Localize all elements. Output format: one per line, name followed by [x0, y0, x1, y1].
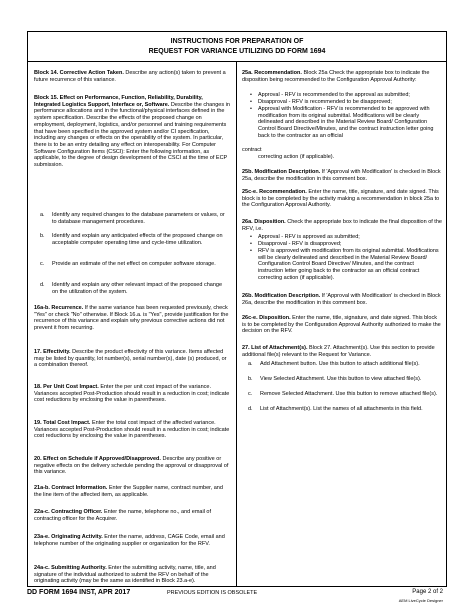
bullet-icon: • — [250, 106, 252, 112]
form-identifier: DD FORM 1694 INST, APR 2017 — [27, 589, 131, 596]
block-25a-tail-1: contract — [242, 147, 262, 153]
block-25b-heading: 25b. Modification Description. — [242, 169, 321, 175]
block-27-text: Block 27. Attachment(s). Use this section to provide additional file(s) relevant to the Request for Variance. — [242, 345, 435, 358]
block-14-paragraph — [34, 70, 230, 83]
block-20-paragraph — [34, 456, 230, 476]
title-block — [27, 31, 447, 61]
block-26ce-paragraph — [242, 315, 442, 335]
block-25b-text: If 'Approval with Modification' is checked in Block 25a, describe the modification in this comment box. — [242, 169, 441, 182]
block-26a-text: Check the appropriate box to indicate the final disposition of the RFV, i.e. — [242, 219, 442, 232]
block-23-heading: 23a-e. Originating Activity. — [34, 534, 103, 540]
block-24-text: Enter the submitting activity, name, title, and signature of the individual authorized to submit the RFV on behalf of the originating activity (may be the same as identified in Block 23.a-e). — [34, 565, 216, 585]
block-25a-heading: 25a. Recommendation. — [242, 70, 302, 76]
block-18-heading: 18. Per Unit Cost Impact. — [34, 384, 99, 390]
block-21-paragraph — [34, 485, 230, 498]
block-18-text: Enter the per unit cost impact of the variance. Variances accepted Post-Production should result in a reduction in cost; indicate cost reductions by enclosing the value in parentheses. — [34, 384, 230, 404]
list-item-marker: a. — [40, 212, 45, 218]
block-16-heading: 16a-b. Recurrence. — [34, 305, 84, 311]
block-25a-text: Block 25a Check the appropriate box to indicate the disposition being recommended to the Configuration Approval Authority: — [242, 70, 430, 83]
block-15-heading: Block 15. Effect on Performance, Function, Reliability, Durability, Integrated Logistics Support, Interface or, Software. — [34, 95, 203, 108]
block-17-heading: 17. Effectivity. — [34, 349, 71, 355]
list-item-text: Approval - RFV is recommended to the approval as submitted; — [258, 92, 410, 98]
title-line-2: REQUEST FOR VARIANCE UTILIZING DD FORM 1694 — [148, 48, 326, 55]
page-footer — [27, 589, 447, 607]
bullet-icon: • — [250, 241, 252, 247]
list-item-text: Identify any required changes to the database parameters or values, or to database management procedures. — [52, 212, 225, 225]
block-26ce-text: Enter the name, title, signature, and date signed. This block is to be completed by the Configuration Approval Authority authorized to make the decision on the RFV. — [242, 315, 441, 335]
block-27-heading: 27. List of Attachment(s). — [242, 345, 308, 351]
list-item-text: Provide an estimate of the net effect on computer software storage. — [52, 261, 216, 267]
list-item-text: Add Attachment button. Use this button to attach additional file(s). — [260, 361, 420, 367]
column-divider — [236, 62, 237, 586]
designer-credit: AEM LiveCycle Designer — [398, 598, 443, 603]
block-19-heading: 19. Total Cost Impact. — [34, 420, 91, 426]
list-item-text: Identify and explain any other relevant impact of the proposed change on the utilization of the system. — [52, 282, 223, 295]
page-number: Page 2 of 2 — [412, 589, 443, 595]
obsolete-notice: PREVIOUS EDITION IS OBSOLETE — [167, 590, 258, 596]
block-24-heading: 24a-c. Submitting Authority. — [34, 565, 107, 571]
block-23-paragraph — [34, 534, 230, 547]
list-item-text: Identify and explain any anticipated effects of the proposed change on acceptable computer operating time and cycle-time utilization. — [52, 233, 223, 246]
block-16-paragraph — [34, 305, 230, 332]
list-item-marker: a. — [248, 361, 253, 367]
block-26b-text: If 'Approval with Modification' is checked in Block 26a, describe the modification in this comment box. — [242, 293, 441, 306]
list-item-marker: d. — [40, 282, 45, 288]
instructions-body — [27, 61, 447, 587]
block-17-text: Describe the product effectivity of this variance. Items affected may be listed by quantity, lot number(s), serial number(s), date (s) produced, or a combination thereof. — [34, 349, 227, 369]
bullet-icon: • — [250, 99, 252, 105]
block-15-paragraph — [34, 95, 230, 169]
bullet-icon: • — [250, 248, 252, 254]
list-item-marker: b. — [40, 233, 45, 239]
list-item-text: Remove Selected Attachment. Use this button to remove attached file(s). — [260, 391, 438, 397]
block-17-paragraph — [34, 349, 230, 369]
block-25ce-heading: 25c-e. Recommendation. — [242, 189, 307, 195]
block-27-paragraph — [242, 345, 442, 358]
list-item-text: RFV is approved with modification from its original submittal. Modifications will be clearly delineated and described in the Material Review Board/ Configuration Control Board Directive/ Minutes, and the contract instruction letter going back to the contractor as an official contract correcting action (if applicable). — [258, 248, 439, 281]
block-26a-heading: 26a. Disposition. — [242, 219, 286, 225]
block-15-text: Describe the changes in performance allocations and in the functional/physical interfaces defined in the system specification. Describe the effects of the proposed change on employment, deployment, logistics, and/or personnel and training requirements that have been specified in the approved system and/or CI specification, including any changes or effects on the operability of the system. In particular, there is to be an entry detailing any effect on interoperability. For Computer Software Configuration Items (CSCI): Enter the following information, as applicable, to the degree of design development of the CSCI at the time of ECP submission. — [34, 101, 230, 169]
list-item-text: Approval - RFV is approved as submitted; — [258, 234, 360, 240]
block-22-text: Enter the name, telephone no., and email of contracting officer for the Acquirer. — [34, 509, 212, 522]
block-18-paragraph — [34, 384, 230, 404]
block-26ce-heading: 26c-e. Disposition. — [242, 315, 291, 321]
title-line-1: INSTRUCTIONS FOR PREPARATION OF — [170, 38, 304, 45]
list-item-marker: d. — [248, 406, 253, 412]
block-22-heading: 22a-c. Contracting Officer. — [34, 509, 103, 515]
list-item-text: Disapproval - RFV is disapproved; — [258, 241, 342, 247]
list-item-text: View Selected Attachment. Use this button to view attached file(s). — [260, 376, 422, 382]
list-item-text: Disapproval - RFV is recommended to be disapproved; — [258, 99, 392, 105]
bullet-icon: • — [250, 92, 252, 98]
block-21-text: Enter the Supplier name, contract number, and the line item of the affected item, as applicable. — [34, 485, 223, 498]
list-item-marker: c. — [248, 391, 253, 397]
block-25ce-text: Enter the name, title, signature, and date signed. This block is to be completed by the activity making a recommendation in block 25a to the Configuration Approval Authority. — [242, 189, 440, 209]
block-26b-heading: 26b. Modification Description. — [242, 293, 321, 299]
bullet-icon: • — [250, 234, 252, 240]
block-20-heading: 20. Effect on Schedule if Approved/Disapproved. — [34, 456, 161, 462]
block-14-heading: Block 14. Corrective Action Taken. — [34, 70, 124, 76]
block-25a-paragraph — [242, 70, 442, 83]
block-22-paragraph — [34, 509, 230, 522]
block-24-paragraph — [34, 565, 230, 585]
block-20-text: Describe any positive or negative effects on the delivery schedule pending the approval or disapproval of this variance. — [34, 456, 229, 476]
block-25a-tail-2: correcting action (if applicable). — [258, 154, 335, 160]
block-23-text: Enter the name, address, CAGE Code, email and telephone number of the originating supplier or organization for the RFV. — [34, 534, 225, 547]
block-21-heading: 21a-b. Contract Information. — [34, 485, 108, 491]
block-26b-paragraph — [242, 293, 442, 306]
block-26a-paragraph — [242, 219, 442, 232]
list-item-text: List of Attachment(s). List the names of all attachments in this field. — [260, 406, 423, 412]
list-item-text: Approval with Modification - RFV is recommended to be approved with modification from its original submittal. Modifications will be clearly delineated and described in the Material Review Board/ Configuration Control Board Directive/Minutes, and the contract instruction letter going back to the contractor as an official — [258, 106, 434, 139]
block-25ce-paragraph — [242, 189, 442, 209]
block-19-paragraph — [34, 420, 230, 440]
block-25b-paragraph — [242, 169, 442, 182]
list-item-marker: b. — [248, 376, 253, 382]
block-14-text: Describe any action(s) taken to prevent a future recurrence of this variance. — [34, 70, 226, 83]
list-item-marker: c. — [40, 261, 45, 267]
block-19-text: Enter the total cost impact of the affected variance. Variances accepted Post-Production should result in a reduction in cost; indicate cost reductions by enclosing the value in parentheses. — [34, 420, 230, 440]
block-16-text: If the same variance has been requested previously, check "Yes" or check "No" otherwise. If Block 16.a. is "Yes", provide justification for the recurrence of this variance and explain why previous corrective actions did not prevent it from recurring. — [34, 305, 229, 332]
